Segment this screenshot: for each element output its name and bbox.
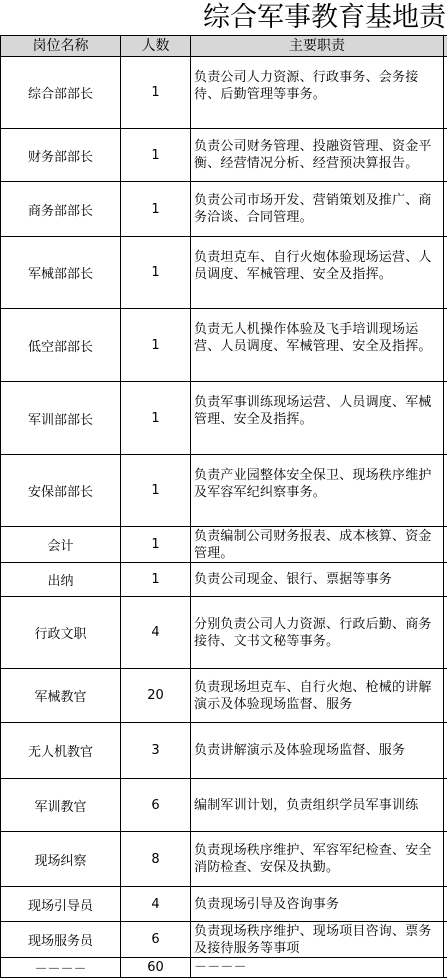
- position-cell: 财务部部长: [1, 129, 121, 182]
- overflow-cell: [444, 779, 447, 832]
- position-cell: 低空部部长: [1, 309, 121, 382]
- overflow-cell: [444, 129, 447, 182]
- overflow-cell: [444, 309, 447, 382]
- table-row: [1, 832, 447, 887]
- header-position: 岗位名称: [1, 36, 121, 57]
- duty-cell: 负责现场秩序维护、军容军纪检查、安全消防检查、安保及执勤。: [191, 832, 444, 887]
- table-row: [1, 237, 447, 309]
- position-cell: 行政文职: [1, 597, 121, 669]
- count-cell: 1: [121, 563, 191, 597]
- count-cell: 1: [121, 527, 191, 563]
- overflow-cell: [444, 563, 447, 597]
- position-cell: 军械教官: [1, 669, 121, 723]
- position-cell: 安保部部长: [1, 455, 121, 527]
- duty-cell: 编制军训计划，负责组织学员军事训练: [191, 779, 444, 832]
- overflow-cell: [444, 57, 447, 129]
- overflow-cell: [444, 237, 447, 309]
- table-row: [1, 723, 447, 779]
- duty-cell: 负责现场引导及咨询事务: [191, 887, 444, 922]
- overflow-cell: [444, 887, 447, 922]
- duty-cell: 负责坦克车、自行火炮体验现场运营、人员调度、军械管理、安全及指挥。: [191, 237, 444, 309]
- count-cell: 1: [121, 309, 191, 382]
- overflow-cell: [444, 455, 447, 527]
- position-cell: 现场引导员: [1, 887, 121, 922]
- duty-cell: 负责现场秩序维护、现场项目咨询、票务及接待服务等事项: [191, 922, 444, 958]
- duty-cell: 负责无人机操作体验及飞手培训现场运营、人员调度、军械管理、安全及指挥。: [191, 309, 444, 382]
- positions-table: [0, 35, 447, 978]
- position-cell: 现场服务员: [1, 922, 121, 958]
- count-cell: 1: [121, 382, 191, 455]
- total-row: [1, 958, 447, 978]
- overflow-cell: [444, 669, 447, 723]
- total-position-cell: －－－－: [1, 958, 121, 978]
- duty-cell: 负责公司市场开发、营销策划及推广、商务洽谈、合同管理。: [191, 182, 444, 237]
- header-overflow-cell: [444, 36, 447, 57]
- count-cell: 6: [121, 779, 191, 832]
- table-row: [1, 922, 447, 958]
- duty-cell: 负责产业园整体安全保卫、现场秩序维护及军容军纪纠察事务。: [191, 455, 444, 527]
- count-cell: 1: [121, 182, 191, 237]
- duty-cell: 负责公司人力资源、行政事务、会务接待、后勤管理等事务。: [191, 57, 444, 129]
- position-cell: 军训部部长: [1, 382, 121, 455]
- position-cell: 出纳: [1, 563, 121, 597]
- total-count-cell: 60: [121, 958, 191, 978]
- count-cell: 8: [121, 832, 191, 887]
- title-text: 综合军事教育基地责: [203, 2, 446, 33]
- table-row: [1, 309, 447, 382]
- duty-cell: 负责现场坦克车、自行火炮、枪械的讲解演示及体验现场监督、服务: [191, 669, 444, 723]
- duty-cell: 负责讲解演示及体验现场监督、服务: [191, 723, 444, 779]
- total-duty-cell: －－－－: [191, 958, 444, 978]
- table-row: [1, 382, 447, 455]
- table-row: [1, 669, 447, 723]
- count-cell: 6: [121, 922, 191, 958]
- overflow-cell: [444, 922, 447, 958]
- count-cell: 1: [121, 57, 191, 129]
- position-cell: 无人机教官: [1, 723, 121, 779]
- overflow-cell: [444, 723, 447, 779]
- count-cell: 1: [121, 129, 191, 182]
- position-cell: 现场纠察: [1, 832, 121, 887]
- duty-cell: 负责公司财务管理、投融资管理、资金平衡、经营情况分析、经营预决算报告。: [191, 129, 444, 182]
- table-row: [1, 597, 447, 669]
- count-cell: 4: [121, 887, 191, 922]
- table-row: [1, 57, 447, 129]
- count-cell: 3: [121, 723, 191, 779]
- count-cell: 4: [121, 597, 191, 669]
- duty-cell: 分别负责公司人力资源、行政后勤、商务接待、文书文秘等事务。: [191, 597, 444, 669]
- position-cell: 综合部部长: [1, 57, 121, 129]
- header-count: 人数: [121, 36, 191, 57]
- count-cell: 20: [121, 669, 191, 723]
- document-title: [0, 0, 447, 35]
- table-row: [1, 129, 447, 182]
- count-cell: 1: [121, 455, 191, 527]
- duty-cell: 负责公司现金、银行、票据等事务: [191, 563, 444, 597]
- position-cell: 商务部部长: [1, 182, 121, 237]
- overflow-cell: [444, 832, 447, 887]
- duty-cell: 负责军事训练现场运营、人员调度、军械管理、安全及指挥。: [191, 382, 444, 455]
- table-row: [1, 455, 447, 527]
- overflow-cell: [444, 597, 447, 669]
- table-row: [1, 182, 447, 237]
- position-cell: 军械部部长: [1, 237, 121, 309]
- table-row: [1, 887, 447, 922]
- table-row: [1, 563, 447, 597]
- duty-cell: 负责编制公司财务报表、成本核算、资金管理。: [191, 527, 444, 563]
- header-duty: 主要职责: [191, 36, 444, 57]
- position-cell: 军训教官: [1, 779, 121, 832]
- table-row: [1, 527, 447, 563]
- position-cell: 会计: [1, 527, 121, 563]
- overflow-cell: [444, 182, 447, 237]
- count-cell: 1: [121, 237, 191, 309]
- header-row: [1, 36, 447, 57]
- overflow-cell: [444, 382, 447, 455]
- overflow-cell: [444, 958, 447, 978]
- overflow-cell: [444, 527, 447, 563]
- table-row: [1, 779, 447, 832]
